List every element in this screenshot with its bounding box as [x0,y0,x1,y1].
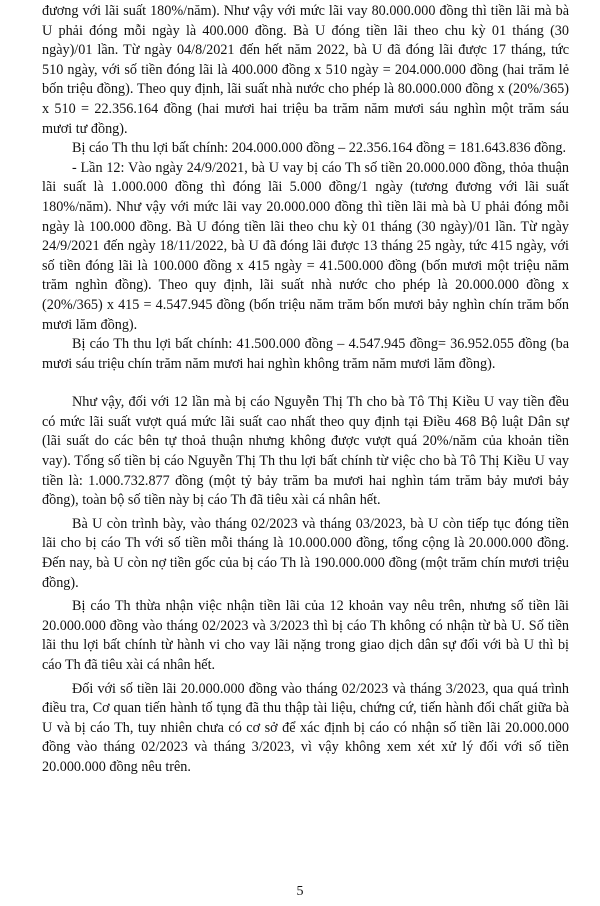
document-body [42,2,569,778]
page-number: 5 [296,884,304,899]
paragraph-profit-loan-11: Bị cáo Th thu lợi bất chính: 204.000.000 đồng – 22.356.164 đồng = 181.643.836 đồng. [72,140,567,157]
paragraph-defendant-admission: Bị cáo Th thừa nhận việc nhận tiền lãi của 12 khoản vay nêu trên, nhưng số tiền lãi 20.000.000 đồng vào tháng 02/2023 và 3/2023 thì bị cáo Th không có nhận từ bà U. Số tiền lãi thu lợi bất chính từ hành vi cho vay lãi nặng trong giao dịch dân sự đối với bà U thì bị cáo Th đã tiêu xài cá nhân hết. [42,598,569,673]
paragraph-u-statement: Bà U còn trình bày, vào tháng 02/2023 và tháng 03/2023, bà U còn tiếp tục đóng tiền lãi cho bị cáo Th với số tiền mỗi tháng là 10.000.000 đồng, tổng cộng là 20.000.000 đồng. Đến nay, bà U còn nợ tiền gốc của bị cáo Th là 190.000.000 đồng (một trăm chín mươi triệu đồng). [42,515,569,591]
paragraph-profit-loan-12: Bị cáo Th thu lợi bất chính: 41.500.000 đồng – 4.547.945 đồng= 36.952.055 đồng (ba mươi sáu triệu chín trăm năm mươi hai nghìn không trăm năm mươi lăm đồng). [42,336,569,372]
paragraph-loan-12: - Lần 12: Vào ngày 24/9/2021, bà U vay bị cáo Th số tiền 20.000.000 đồng, thỏa thuận lãi suất là 1.000.000 đồng thì đóng lãi 5.000 đồng/1 ngày (tương đương với lãi suất 180%/năm). Như vậy với mức lãi vay 20.000.000 đồng thì tiền lãi mà bà U phải đóng mỗi ngày là 100.000 đồng. Bà U đóng tiền lãi theo chu kỳ 01 tháng (30 ngày)/01 lần. Từ ngày 24/9/2021 đến ngày 18/11/2022, bà U đã đóng lãi được 13 tháng 25 ngày, tức 415 ngày, với số tiền đóng lãi là 100.000 đồng x 415 ngày = 41.500.000 đồng (bốn mươi một triệu năm trăm nghìn đồng). Theo quy định, lãi suất nhà nước cho phép là 20.000.000 đồng x (20%/365) x 415 = 4.547.945 đồng (bốn triệu năm trăm bốn mươi bảy nghìn chín trăm bốn mươi lăm đồng). [42,159,569,333]
paragraph-total-summary: Như vậy, đối với 12 lần mà bị cáo Nguyễn Thị Th cho bà Tô Thị Kiều U vay tiền đều có mức lãi suất vượt quá mức lãi suất cao nhất theo quy định tại Điều 468 Bộ luật Dân sự (lãi suất do các bên tự thoả thuận nhưng không được vượt quá 20%/năm của khoản tiền vay). Tổng số tiền bị cáo Nguyễn Thị Th thu lợi bất chính từ việc cho bà Tô Thị Kiều U vay tiền là: 1.000.732.877 đồng (một tỷ bảy trăm ba mươi hai nghìn tám trăm bảy mươi bảy đồng), toàn bộ số tiền này bị cáo Th đã tiêu xài cá nhân hết. [42,394,569,509]
paragraph-continuation-loan-11: đương với lãi suất 180%/năm). Như vậy với mức lãi vay 80.000.000 đồng thì tiền lãi mà bà U phải đóng mỗi ngày là 400.000 đồng. Bà U đóng tiền lãi theo chu kỳ 01 tháng (30 ngày)/01 lần. Từ ngày 04/8/2021 đến hết năm 2022, bà U đã đóng lãi được 17 tháng, tức 510 ngày, với số tiền đóng lãi là 400.000 đồng x 510 ngày = 204.000.000 đồng (hai trăm lẻ bốn triệu đồng). Theo quy định, lãi suất nhà nước cho phép là 80.000.000 đồng x (20%/365) x 510 = 22.356.164 đồng (hai mươi hai triệu ba trăm năm mươi sáu nghìn một trăm sáu mươi tư đồng). [42,3,569,137]
paragraph-investigation-conclusion: Đối với số tiền lãi 20.000.000 đồng vào tháng 02/2023 và tháng 3/2023, qua quá trình điều tra, Cơ quan tiến hành tố tụng đã thu thập tài liệu, chứng cứ, tiến hành đối chất giữa bà U và bị cáo Th, tuy nhiên chưa có cơ sở để xác định bị cáo có nhận số tiền lãi 20.000.000 đồng vào tháng 02/2023 và tháng 3/2023, vì vậy không xem xét xử lý đối với số tiền 20.000.000 đồng nêu trên. [42,680,569,775]
